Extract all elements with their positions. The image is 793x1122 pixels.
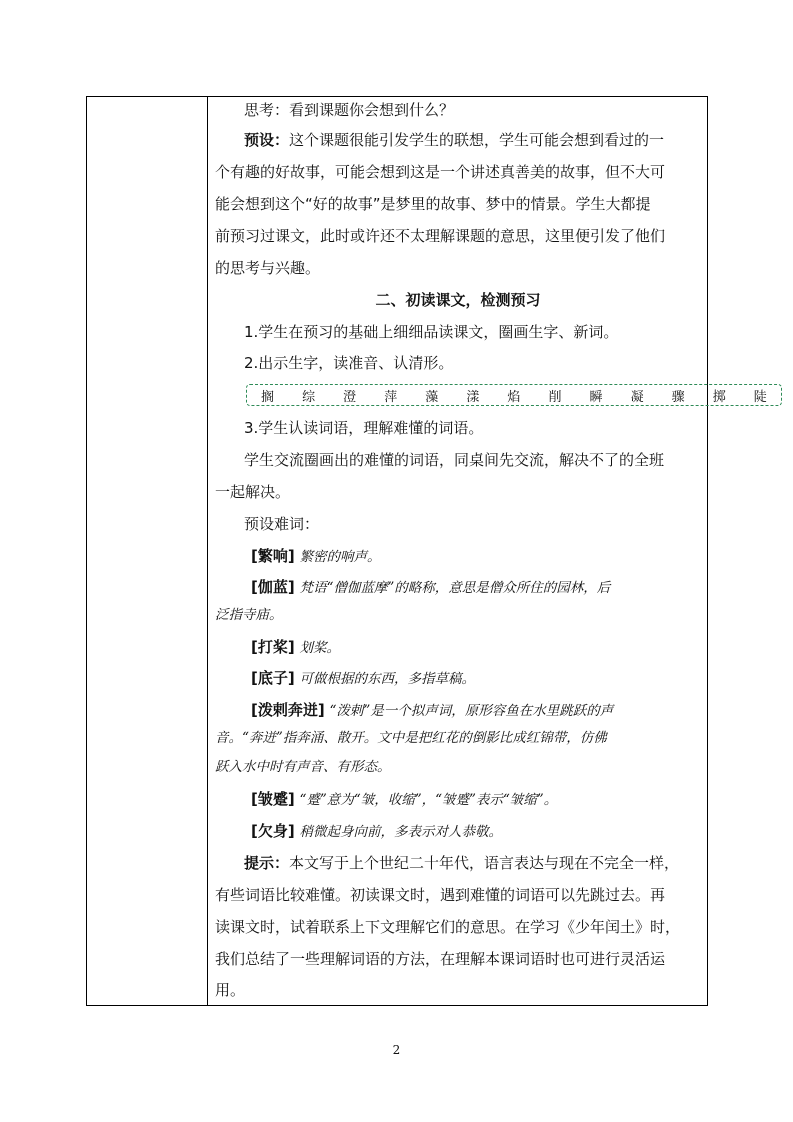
char: 凝	[630, 389, 644, 405]
term-definition: 梵语“僧伽蓝摩”的略称，意思是僧众所住的园林，后	[299, 580, 611, 596]
step-3: 3.学生认读词语，理解难懂的词语。	[244, 419, 484, 437]
char: 萍	[384, 389, 398, 405]
term-word: [伽蓝]	[251, 578, 295, 596]
tip-line-3: 读课文时，试着联系上下文理解它们的意思。在学习《少年闰土》时，	[215, 918, 681, 936]
preset-label: 预设：	[244, 131, 290, 149]
term-word: [皱蹙]	[251, 790, 295, 808]
exchange-line-1: 学生交流圈画出的难懂的词语，同桌间先交流，解决不了的全班	[244, 451, 665, 469]
term-definition: 稍微起身向前，多表示对人恭敬。	[299, 824, 502, 840]
term-definition-cont: 泛指寺庙。	[215, 607, 283, 623]
lesson-table	[86, 96, 767, 1006]
section-title: 二、初读课文，检测预习	[375, 291, 541, 309]
preset-line-5: 的思考与兴趣。	[215, 259, 321, 277]
think-question: 思考：看到课题你会想到什么？	[244, 101, 455, 119]
exchange-line-2: 一起解决。	[215, 483, 291, 501]
term-definition: 划桨。	[299, 640, 340, 656]
term-item	[251, 700, 613, 721]
step-1: 1.学生在预习的基础上细细品读课文，圈画生字、新词。	[244, 323, 619, 341]
preset-text: 这个课题很能引发学生的联想，学生可能会想到看过的一	[289, 131, 665, 149]
term-item	[251, 637, 340, 658]
char: 削	[548, 389, 562, 405]
new-characters-box	[246, 384, 782, 406]
tip-line-4: 我们总结了一些理解词语的方法，在理解本课词语时也可进行灵活运	[215, 950, 666, 968]
term-word: [繁响]	[251, 547, 295, 565]
preset-line-2: 个有趣的好故事，可能会想到这是一个讲述真善美的故事，但不大可	[215, 163, 666, 181]
char: 藻	[425, 389, 439, 405]
term-definition: “泼剌”是一个拟声词，原形容鱼在水里跳跃的声	[329, 703, 614, 719]
tip-label: 提示：	[244, 854, 290, 872]
tip-line-5: 用。	[215, 981, 246, 999]
content-cell	[208, 97, 767, 1005]
term-word: [欠身]	[251, 822, 295, 840]
preset-line-4: 前预习过课文，此时或许还不太理解课题的意思，这里便引发了他们	[215, 227, 666, 245]
preset-words-title: 预设难词：	[244, 515, 320, 533]
term-item	[251, 789, 557, 810]
term-item	[251, 546, 381, 567]
term-item	[251, 577, 610, 598]
term-item	[251, 821, 502, 842]
preset-line-1	[244, 130, 664, 150]
term-definition: 可做根据的东西，多指草稿。	[299, 671, 475, 687]
char: 陡	[753, 389, 767, 405]
term-definition-cont: 跃入水中时有声音、有形态。	[215, 759, 391, 775]
char: 搁	[261, 389, 275, 405]
term-definition: “蹙”意为“皱，收缩”，“皱蹙”表示“皱缩”。	[299, 792, 558, 808]
char: 焰	[507, 389, 521, 405]
char: 漾	[466, 389, 480, 405]
char: 综	[302, 389, 316, 405]
term-word: [底子]	[251, 669, 295, 687]
step-2: 2.出示生字，读准音、认清形。	[244, 354, 454, 372]
term-word: [打桨]	[251, 638, 295, 656]
preset-line-3: 能会想到这个“好的故事”是梦里的故事、梦中的情景。学生大都提	[215, 195, 651, 213]
term-definition: 繁密的响声。	[299, 549, 381, 565]
tip-line-1	[244, 853, 679, 873]
char: 骤	[671, 389, 685, 405]
char: 澄	[343, 389, 357, 405]
char: 掷	[712, 389, 726, 405]
tip-line-2: 有些词语比较难懂。初读课文时，遇到难懂的词语可以先跳过去。再	[215, 886, 666, 904]
term-item	[251, 668, 475, 689]
tip-text: 本文写于上个世纪二十年代，语言表达与现在不完全一样，	[289, 854, 680, 872]
char: 瞬	[589, 389, 603, 405]
term-word: [泼剌奔迸]	[251, 701, 325, 719]
page-number: 2	[392, 1043, 401, 1057]
term-definition-cont: 音。“奔迸”指奔涌、散开。文中是把红花的倒影比成红锦带，仿佛	[215, 730, 607, 746]
